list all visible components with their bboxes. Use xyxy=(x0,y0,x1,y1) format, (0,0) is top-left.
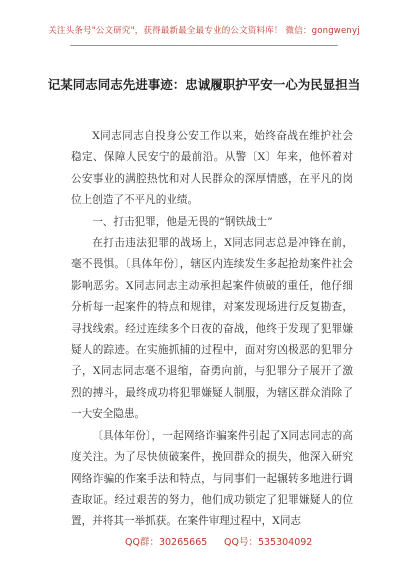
footer-qq-group: QQ群：30265665 xyxy=(125,537,208,548)
paragraph-fraud-case: 〔具体年份〕，一起网络诈骗案件引起了X同志同志的高度关注。为了尽快侦破案件，挽回群众的损失，他深入研究网络诈骗的作案手法和特点，与同事们一起辗转多地进行调查取证。经过艰苦的努力，他们成功锁定了犯罪嫌疑人的位置，并将其一举抓获。在案件审理过程中，X同志 xyxy=(71,429,353,528)
header-divider xyxy=(70,45,338,46)
section-heading: 一、打击犯罪，他是无畏的“钢铁战士” xyxy=(92,215,273,228)
paragraph-intro: X同志同志自投身公安工作以来，始终奋战在维护社会稳定、保障人民安宁的最前沿。从警〔X〕年来，他怀着对公安事业的满腔热忱和对人民群众的深厚情感，在平凡的岗位上创造了不平凡的业绩。 xyxy=(71,130,353,207)
footer xyxy=(0,534,408,550)
document-body xyxy=(71,126,353,533)
footer-qq-number: QQ号：535304092 xyxy=(224,537,313,548)
paragraph-robbery-case: 在打击违法犯罪的战场上，X同志同志总是冲锋在前，毫不畏惧。〔具体年份〕，辖区内连续发生多起抢劫案件社会影响恶劣。X同志同志主动承担起案件侦破的重任，他仔细分析每一起案件的特点和规律，对案发现场进行反复勘查，寻找线索。经过连续多个日夜的奋战，他终于发现了犯罪嫌疑人的踪迹。在实施抓捕的过程中，面对穷凶极恶的犯罪分子，X同志同志毫不退缩，奋勇向前，与犯罪分子展开了激烈的搏斗，最终成功将犯罪嫌疑人制服，为辖区群众消除了一大安全隐患。 xyxy=(71,237,353,421)
header-banner: 关注头条号"公文研究"，获得最新最全最专业的公文资料库！ 微信：gongwenyj xyxy=(48,26,360,36)
document-title: 记某同志同志先进事迹：忠诚履职护平安一心为民显担当 xyxy=(47,77,361,92)
